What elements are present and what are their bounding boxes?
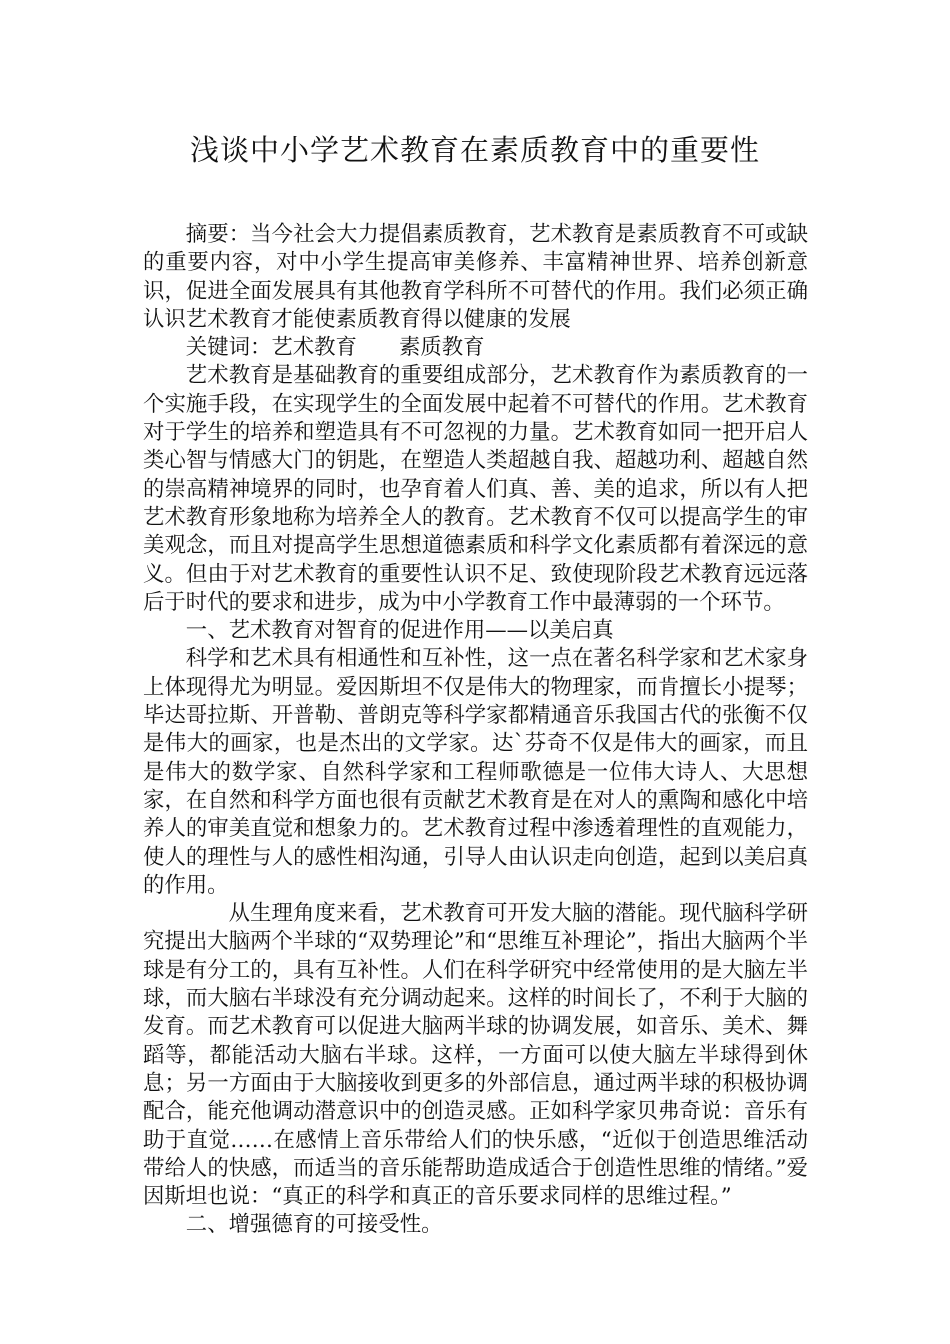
document-title: 浅谈中小学艺术教育在素质教育中的重要性 xyxy=(189,133,760,167)
section-2-heading: 二、增强德育的可接受性。 xyxy=(185,1212,443,1238)
science-art-paragraph: 科学和艺术具有相通性和互补性，这一点在著名科学家和艺术家身上体现得尤为明显。爱因斯坦不仅是伟大的物理家，而肯擅长小提琴；毕达哥拉斯、开普勒、普朗克等科学家都精通音乐我国古代的张衡不仅是伟大的画家，也是杰出的文学家。达`芬奇不仅是伟大的画家，而且是伟大的数学家、自然科学家和工程师歌德是一位伟大诗人、大思想家，在自然和科学方面也很有贡献艺术教育是在对人的熏陶和感化中培养人的审美直觉和想象力的。艺术教育过程中渗透着理性的直观能力，使人的理性与人的感性相沟通，引导人由认识走向创造，起到以美启真的作用。 xyxy=(143,646,808,898)
keywords-line xyxy=(143,334,808,362)
intro-paragraph: 艺术教育是基础教育的重要组成部分，艺术教育作为素质教育的一个实施手段，在实现学生的全面发展中起着不可替代的作用。艺术教育对于学生的培养和塑造具有不可忽视的力量。艺术教育如同一把开启人类心智与情感大门的钥匙，在塑造人类超越自我、超越功利、超越自然的崇高精神境界的同时，也孕育着人们真、善、美的追求，所以有人把艺术教育形象地称为培养全人的教育。艺术教育不仅可以提高学生的审美观念，而且对提高学生思想道德素质和科学文化素质都有着深远的意义。但由于对艺术教育的重要性认识不足、致使现阶段艺术教育远远落后于时代的要求和进步，成为中小学教育工作中最薄弱的一个环节。 xyxy=(143,363,808,615)
keyword-second: 素质教育 xyxy=(398,335,485,361)
brain-paragraph: 从生理角度来看，艺术教育可开发大脑的潜能。现代脑科学研究提出大脑两个半球的“双势理论”和“思维互补理论”，指出大脑两个半球是有分工的，具有互补性。人们在科学研究中经常使用的是大脑左半球，而大脑右半球没有充分调动起来。这样的时间长了，不利于大脑的发育。而艺术教育可以促进大脑两半球的协调发展，如音乐、美术、舞蹈等，都能活动大脑右半球。这样，一方面可以使大脑左半球得到休息；另一方面由于大脑接收到更多的外部信息，通过两半球的积极协调配合，能充他调动潜意识中的创造灵感。正如科学家贝弗奇说：音乐有助于直觉……在感情上音乐带给人们的快乐感，“近似于创造思维活动带给人的快感，而适当的音乐能帮助造成适合于创造性思维的情绪。”爱因斯坦也说：“真正的科学和真正的音乐要求同样的思维过程。” xyxy=(143,901,808,1210)
abstract-paragraph: 摘要：当今社会大力提倡素质教育，艺术教育是素质教育不可或缺的重要内容，对中小学生提高审美修养、丰富精神世界、培养创新意识，促进全面发展具有其他教育学科所不可替代的作用。我们必须正确认识艺术教育才能使素质教育得以健康的发展 xyxy=(143,222,808,332)
section-1-heading: 一、艺术教育对智育的促进作用——以美启真 xyxy=(185,618,614,644)
document-body xyxy=(143,221,808,1240)
keywords-label: 关键词：艺术教育 xyxy=(185,335,357,361)
